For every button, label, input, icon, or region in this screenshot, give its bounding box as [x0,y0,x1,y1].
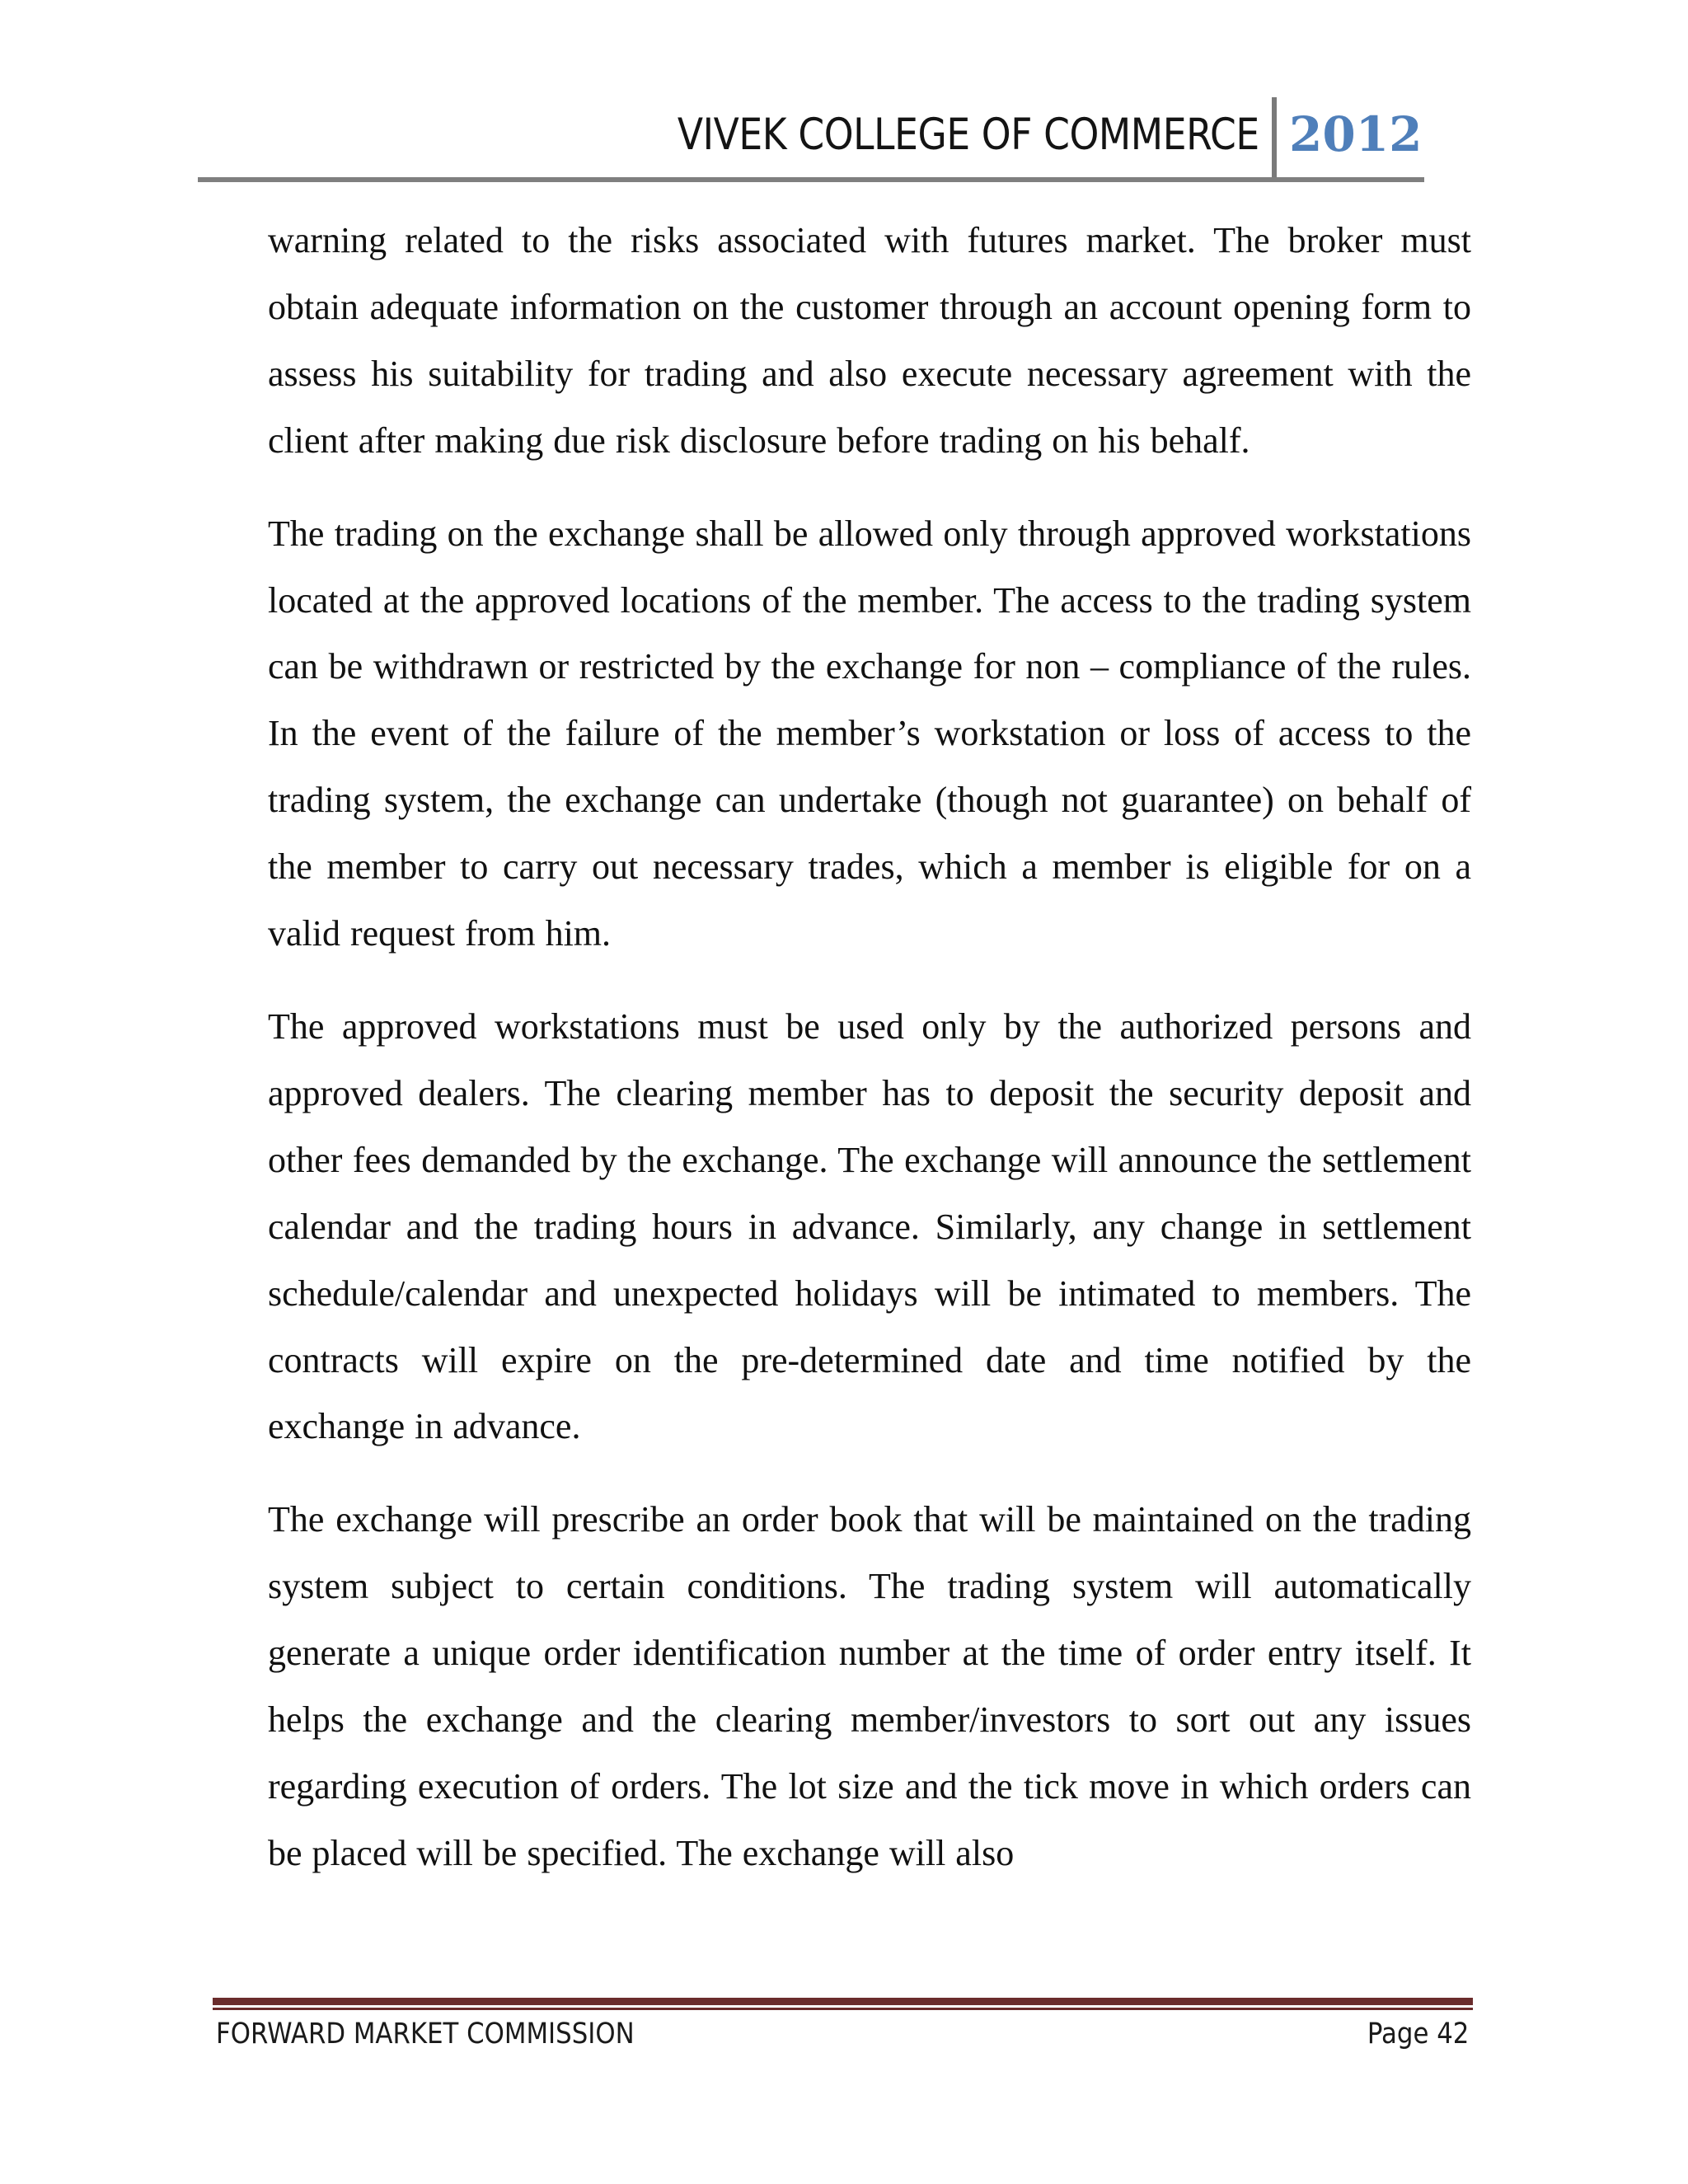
paragraph-2: The trading on the exchange shall be allowed only through approved workstations located at the approved locations of the member. The access to the trading system can be withdrawn or restricted by the exchange for non – compliance of the rules. In the event of the failure of the member’s workstation or loss of access to the trading system, the exchange can undertake (though not guarantee) on behalf of the member to carry out necessary trades, which a member is eligible for on a valid request from him. [268,513,1471,954]
page-header [198,97,1424,184]
header-divider [1272,97,1277,178]
paragraph-3: The approved workstations must be used only by the authorized persons and approved dealers. The clearing member has to deposit the security deposit and other fees demanded by the exchange. The exchange will announce the settlement calendar and the trading hours in advance. Similarly, any change in settlement schedule/calendar and unexpected holidays will be intimated to members. The contracts will expire on the pre-determined date and time notified by the exchange in advance. [268,1005,1471,1447]
page-number: Page 42 [1367,2018,1469,2050]
paragraph-4: The exchange will prescribe an order book that will be maintained on the trading system subject to certain conditions. The trading system will automatically generate a unique order identification number at the time of order entry itself. It helps the exchange and the clearing member/investors to sort out any issues regarding execution of orders. The lot size and the tick move in which orders can be placed will be specified. The exchange will also [268,1499,1471,1873]
footer-title: FORWARD MARKET COMMISSION [216,2018,635,2050]
header-rule [198,177,1424,182]
footer-rule-thick [213,1998,1473,2005]
paragraph-1: warning related to the risks associated with futures market. The broker must obtain adequate information on the customer through an account opening form to assess his suitability for trading and also execute necessary agreement with the client after making due risk disclosure before trading on his behalf. [268,220,1471,461]
header-year: 2012 [1289,106,1423,162]
document-body [268,208,1471,1914]
header-title: VIVEK COLLEGE OF COMMERCE [678,110,1259,160]
footer-rule-thin [213,2008,1473,2010]
